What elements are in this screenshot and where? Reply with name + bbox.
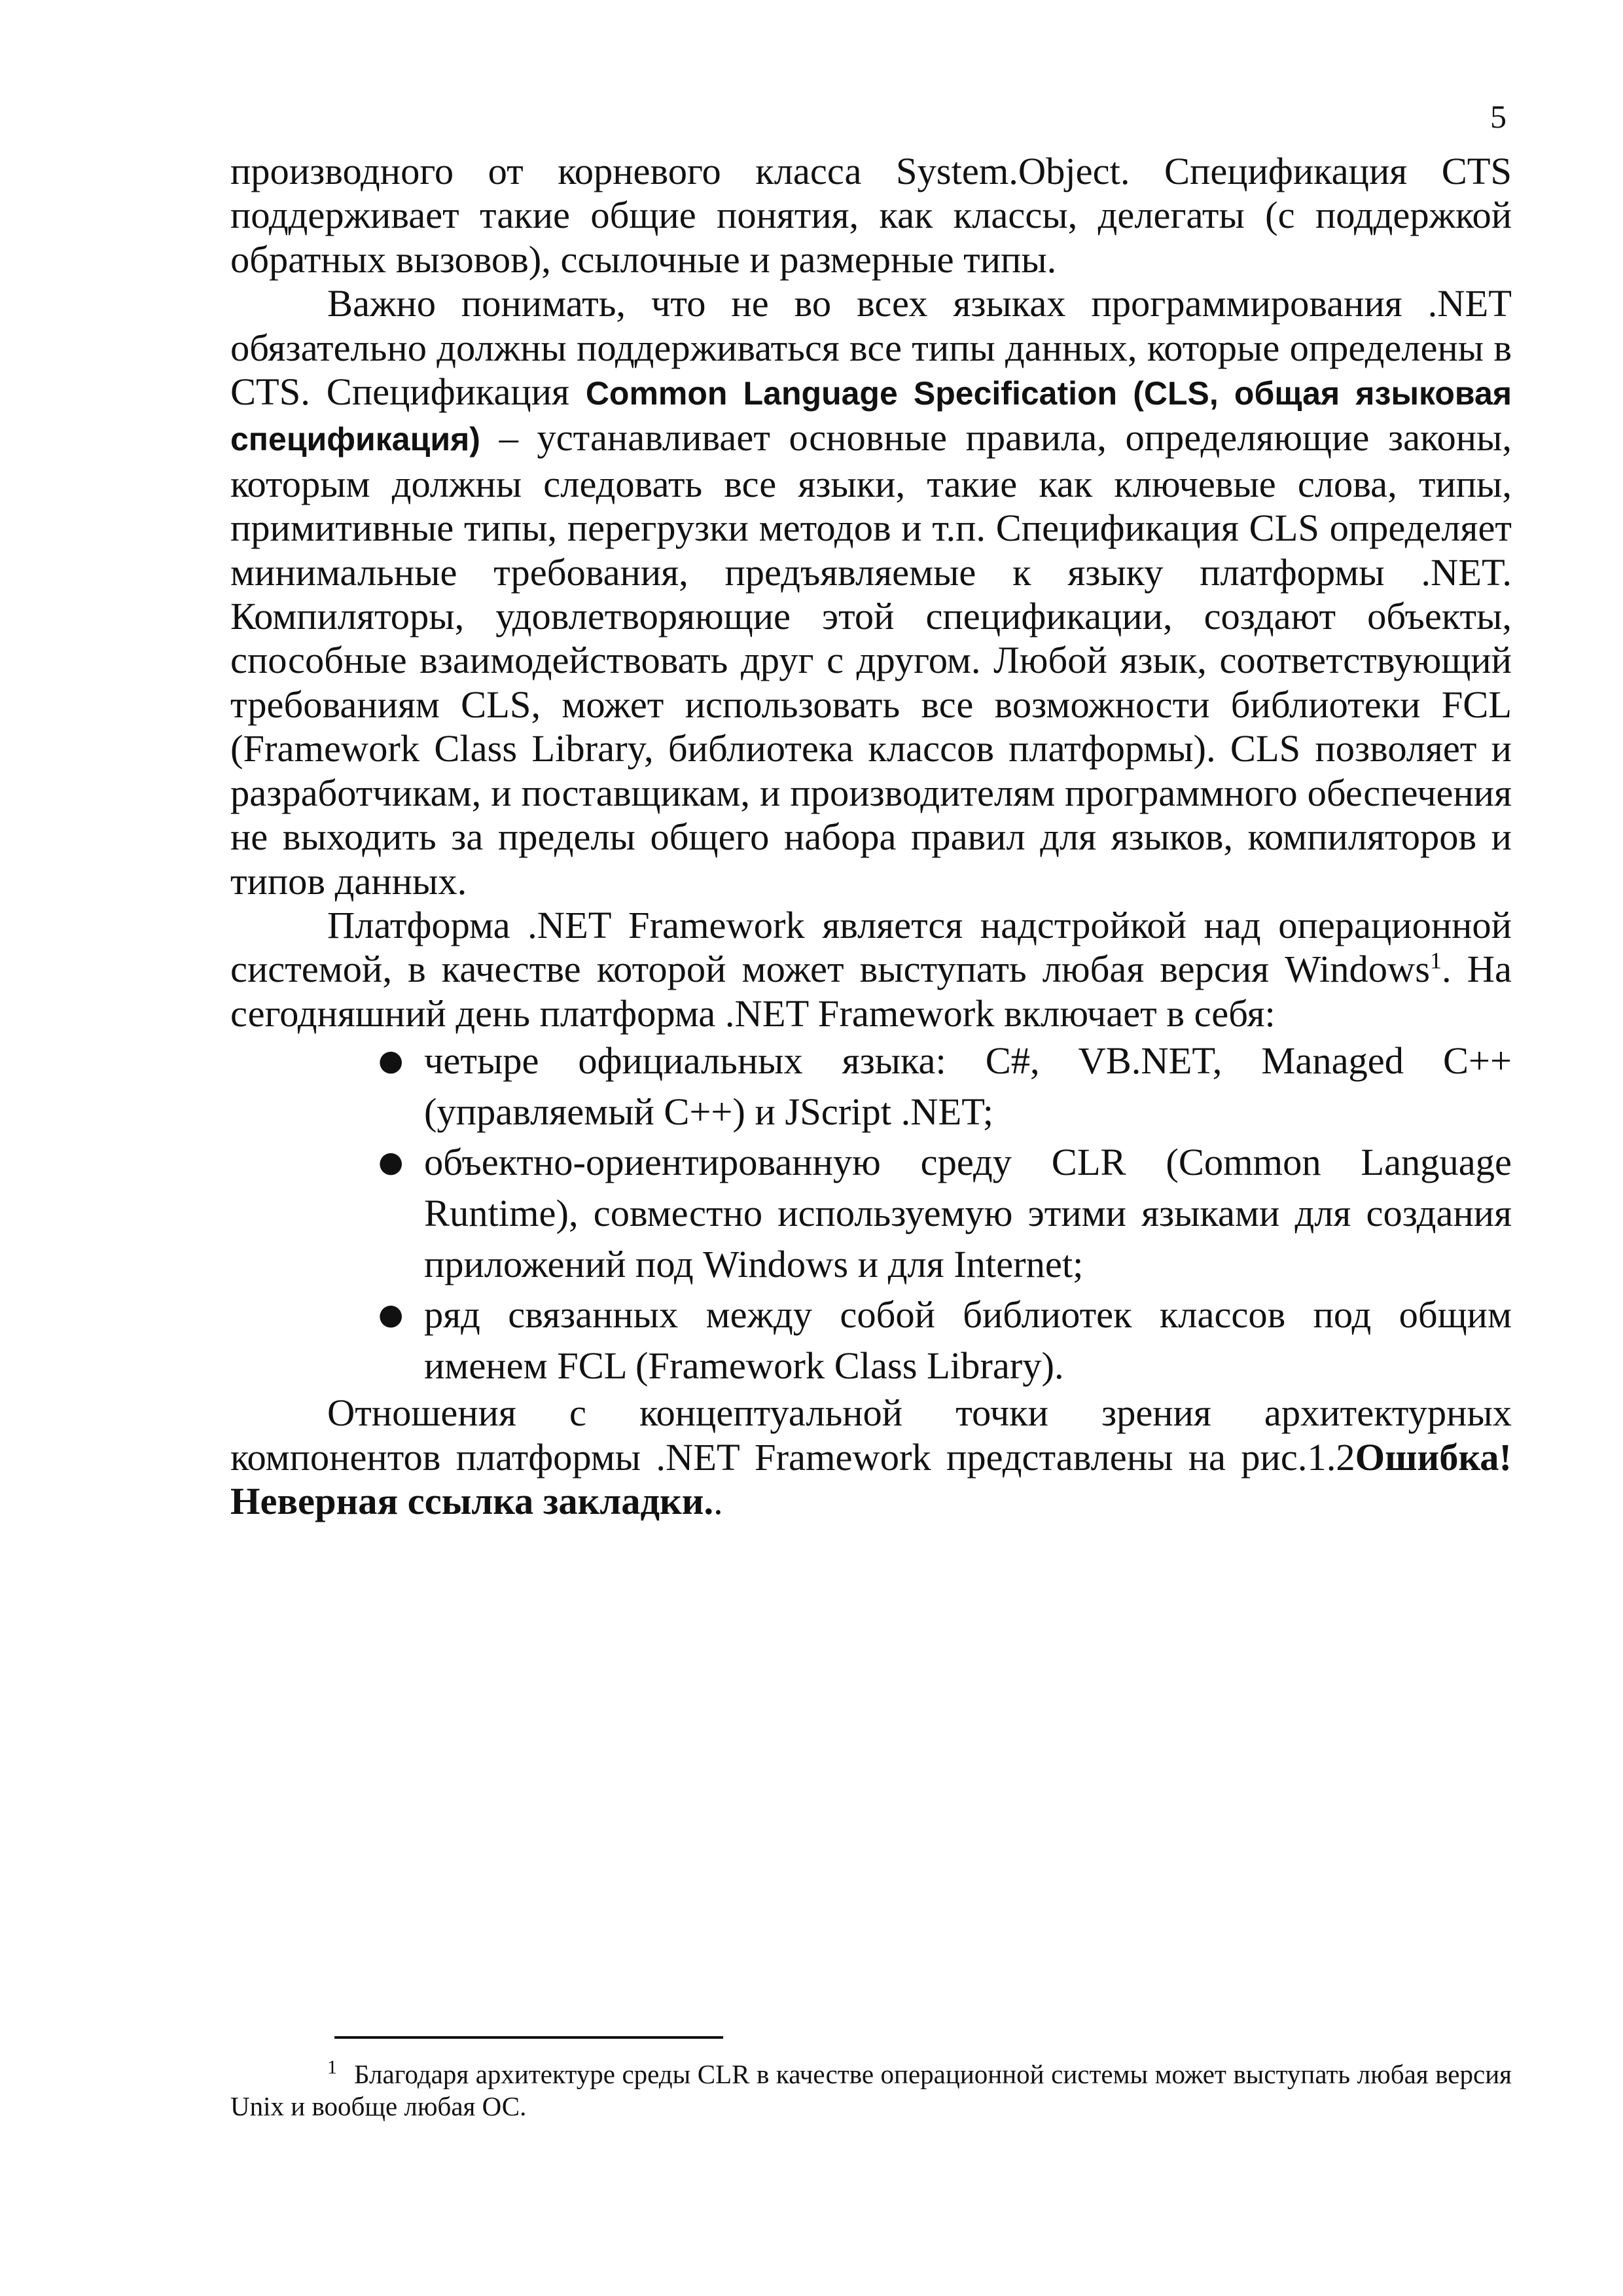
footnote-text: Благодаря архитектуре среды CLR в качестве операционной системы может выступать любая версия Unix и вообще любая ОС. <box>230 2059 1512 2121</box>
list-item <box>378 1289 1512 1391</box>
list-item-text: ряд связанных между собой библиотек классов под общим именем FCL (Framework Class Library). <box>424 1293 1512 1387</box>
footnote-separator <box>334 2036 723 2039</box>
paragraph-platform-text-after: . На сегодняшний день платформа .NET Framework включает в себя: <box>230 948 1512 1035</box>
footnote-reference[interactable]: 1 <box>1430 947 1442 974</box>
paragraph-platform <box>230 903 1512 1035</box>
paragraph-cts-continuation: производного от корневого класса System.Object. Спецификация CTS поддерживает такие общие понятия, как классы, делегаты (с поддержкой обратных вызовов), ссылочные и размерные типы. <box>230 150 1512 281</box>
paragraph-architecture-text-before: Отношения с концептуальной точки зрения архитектурных компонентов платформы .NET Framework представлены на рис.1.2 <box>230 1391 1512 1479</box>
paragraph-cls <box>230 281 1512 903</box>
bullet-icon: ● <box>378 1298 404 1332</box>
paragraph-architecture-text-after: . <box>713 1480 723 1523</box>
body-text <box>230 149 1512 1524</box>
bullet-icon: ● <box>378 1044 404 1078</box>
bullet-icon: ● <box>378 1145 404 1179</box>
bookmark-error-text: Ошибка! Неверная ссылка закладки. <box>230 1435 1512 1523</box>
page-number: 5 <box>1490 98 1507 135</box>
paragraph-cls-text-before: Важно понимать, что не во всех языках программирования .NET обязательно должны поддерживаться все типы данных, которые определены в CTS. Спецификация <box>230 282 1512 414</box>
list-item <box>378 1137 1512 1289</box>
list-item-text: четыре официальных языка: C#, VB.NET, Managed C++ (управляемый C++) и JScript .NET; <box>424 1039 1512 1133</box>
paragraph-architecture <box>230 1391 1512 1523</box>
footnote <box>230 2058 1512 2123</box>
footnote-mark: 1 <box>327 2056 337 2079</box>
cls-term-bold: Common Language Specification (CLS, общая языковая спецификация) <box>230 375 1512 458</box>
paragraph-cls-text-after: – устанавливает основные правила, определяющие законы, которым должны следовать все языки, такие как ключевые слова, типы, примитивные типы, перегрузки методов и т.п. Спецификация CLS определяет минимальные требования, предъявляемые к языку платформы .NET. Компиляторы, удовлетворяющие этой спецификации, создают объекты, способные взаимодействовать друг с другом. Любой язык, соответствующий требованиям CLS, может использовать все возможности библиотеки FCL (Framework Class Library, библиотека классов платформы). CLS позволяет и разработчикам, и поставщикам, и производителям программного обеспечения не выходить за пределы общего набора правил для языков, компиляторов и типов данных. <box>230 416 1512 903</box>
paragraph-platform-text-before: Платформа .NET Framework является надстройкой над операционной системой, в качестве которой может выступать любая версия Windows <box>230 903 1512 991</box>
list-item-text: объектно-ориентированную среду CLR (Common Language Runtime), совместно используемую этими языками для создания приложений под Windows и для Internet; <box>424 1141 1512 1285</box>
bullet-list <box>230 1035 1512 1391</box>
list-item <box>378 1035 1512 1137</box>
